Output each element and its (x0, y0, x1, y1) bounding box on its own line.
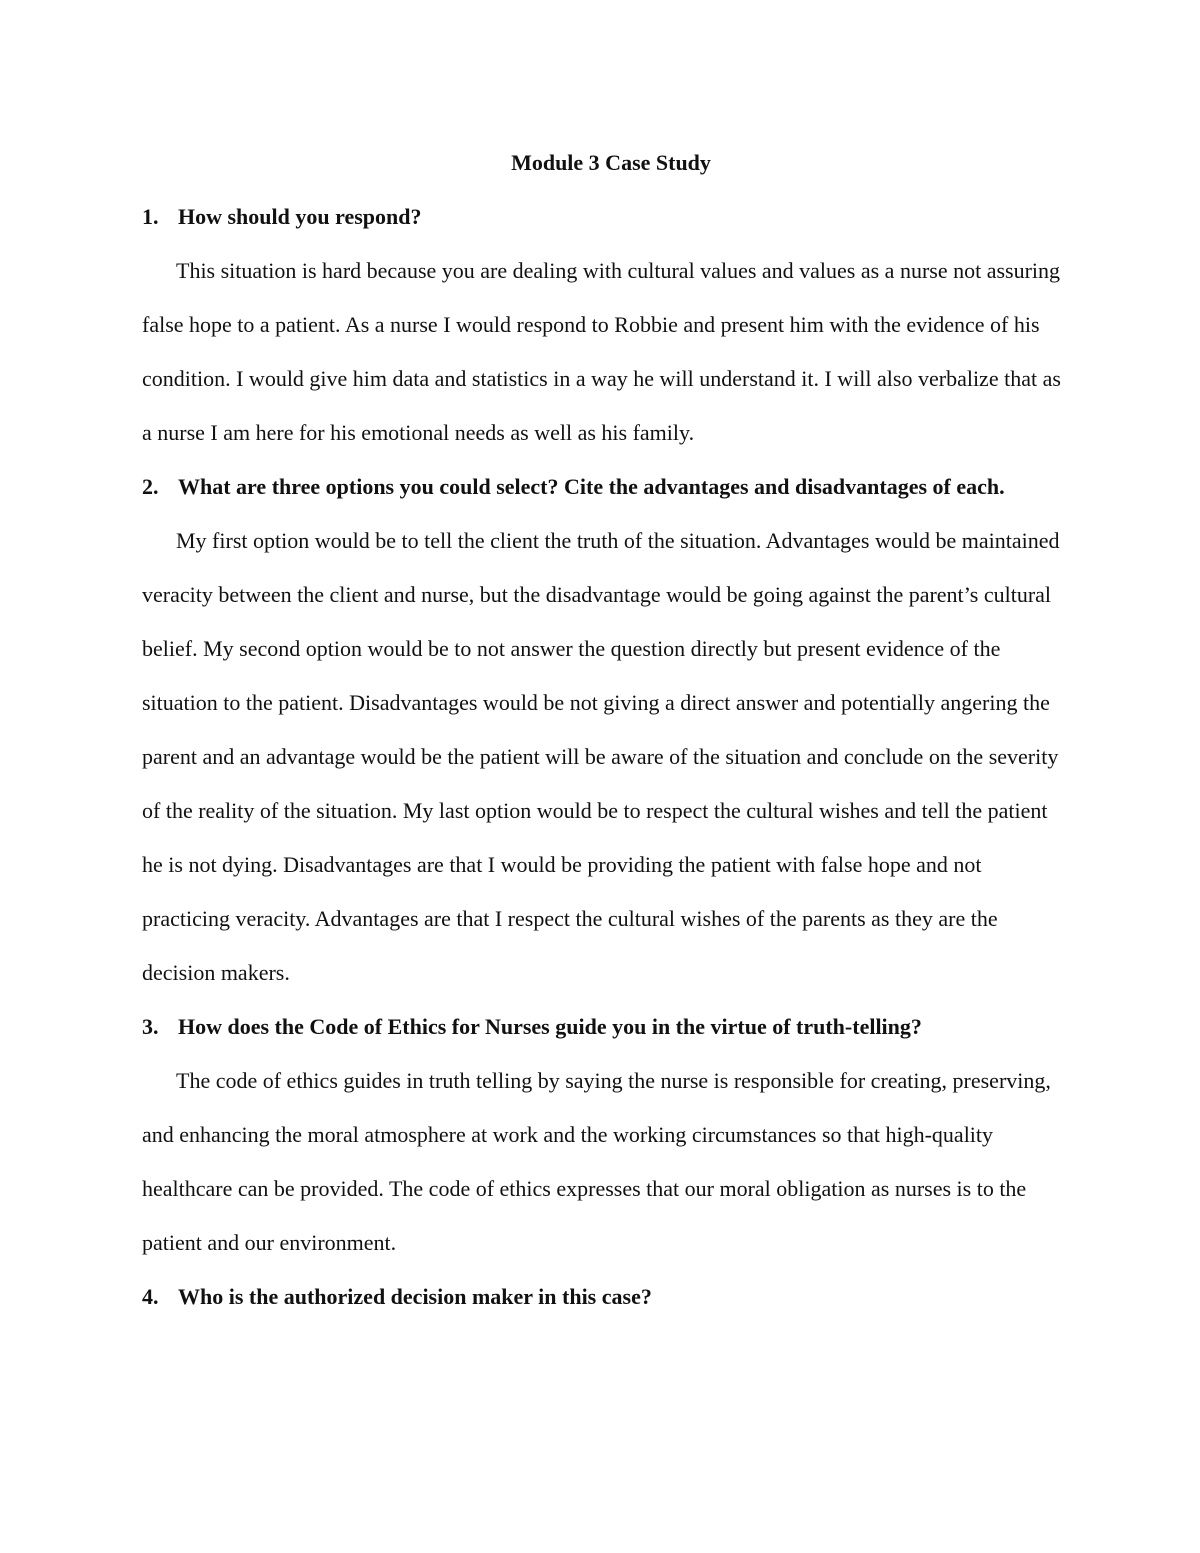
document-title: Module 3 Case Study (511, 150, 711, 175)
question-number: 3. (142, 1014, 159, 1039)
question-number: 2. (142, 474, 159, 499)
question-text: What are three options you could select? Cite the advantages and disadvantages of each. (178, 474, 1005, 499)
question-1 (142, 190, 1062, 244)
document-body (142, 136, 1062, 1324)
answer-2: My first option would be to tell the client the truth of the situation. Advantages would be maintained veracity between the client and nurse, but the disadvantage would be going against the parent’s cultural belief. My second option would be to not answer the question directly but present evidence of the situation to the patient. Disadvantages would be not giving a direct answer and potentially angering the parent and an advantage would be the patient will be aware of the situation and conclude on the severity of the reality of the situation. My last option would be to respect the cultural wishes and tell the patient he is not dying. Disadvantages are that I would be providing the patient with false hope and not practicing veracity. Advantages are that I respect the cultural wishes of the parents as they are the decision makers. (142, 528, 1060, 985)
question-text: How should you respond? (178, 204, 422, 229)
question-number: 1. (142, 204, 159, 229)
question-4 (142, 1270, 1062, 1324)
question-text: How does the Code of Ethics for Nurses guide you in the virtue of truth-telling? (178, 1014, 922, 1039)
question-text: Who is the authorized decision maker in this case? (178, 1284, 652, 1309)
question-number: 4. (142, 1284, 159, 1309)
answer-1: This situation is hard because you are dealing with cultural values and values as a nurse not assuring false hope to a patient. As a nurse I would respond to Robbie and present him with the evidence of his condition. I would give him data and statistics in a way he will understand it. I will also verbalize that as a nurse I am here for his emotional needs as well as his family. (142, 258, 1061, 445)
question-3 (142, 1000, 1062, 1054)
answer-3: The code of ethics guides in truth telling by saying the nurse is responsible for creating, preserving, and enhancing the moral atmosphere at work and the working circumstances so that high-quality healthcare can be provided. The code of ethics expresses that our moral obligation as nurses is to the patient and our environment. (142, 1068, 1051, 1255)
question-2 (142, 460, 1062, 514)
